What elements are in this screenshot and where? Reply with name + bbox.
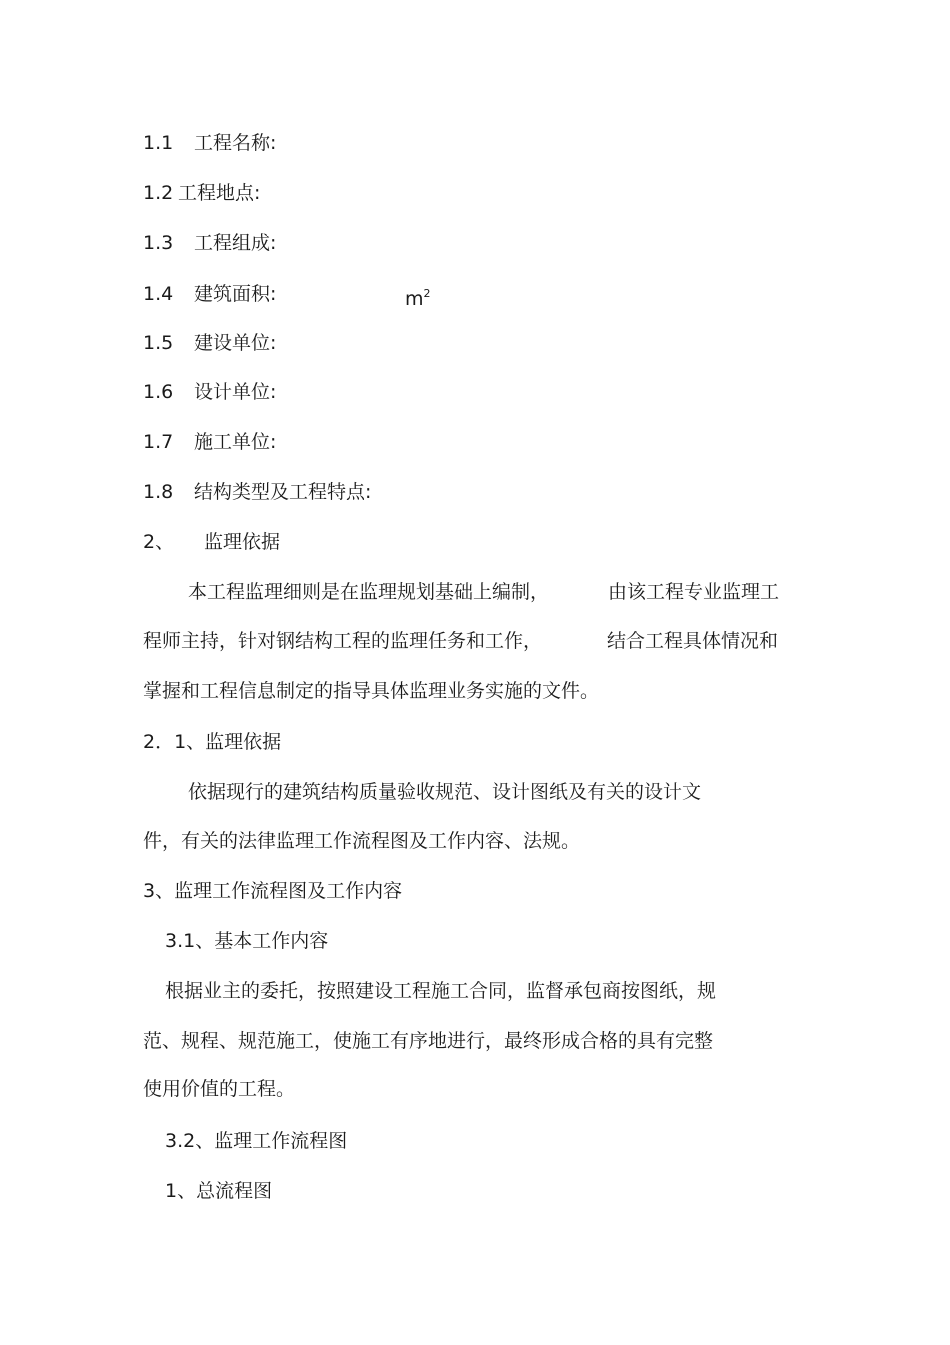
unit-base: m — [405, 288, 424, 310]
section-3-1-para-line-2: 范、规程、规范施工，使施工有序地进行，最终形成合格的具有完整 — [143, 1030, 714, 1052]
section-2-1-para-line-1: 依据现行的建筑结构质量验收规范、设计图纸及有关的设计文 — [188, 781, 702, 803]
section-2-para-line-1a: 本工程监理细则是在监理规划基础上编制， — [188, 581, 550, 603]
item-1-7 — [143, 430, 276, 454]
section-2-para-line-3: 掌握和工程信息制定的指导具体监理业务实施的文件。 — [143, 680, 600, 702]
item-1-2 — [143, 181, 260, 205]
section-2-heading — [143, 530, 280, 554]
item-1-3 — [143, 231, 276, 255]
item-label: 工程组成: — [194, 232, 277, 254]
item-label: 建设单位: — [194, 332, 277, 354]
item-number: 1.1 — [143, 132, 174, 154]
area-unit — [405, 282, 431, 310]
item-1-8 — [143, 480, 371, 504]
item-label: 设计单位: — [194, 381, 277, 403]
section-3-2-heading: 3.2、监理工作流程图 — [165, 1130, 348, 1152]
item-1-4 — [143, 282, 276, 306]
item-number: 1.4 — [143, 283, 174, 305]
item-number: 1.2 — [143, 182, 174, 204]
section-number: 2、 — [143, 531, 175, 553]
item-1-5 — [143, 331, 276, 355]
section-2-para-line-2a: 程师主持，针对钢结构工程的监理任务和工作， — [143, 630, 543, 652]
section-2-para-line-1b: 由该工程专业监理工 — [608, 581, 780, 603]
item-label: 工程名称: — [194, 132, 277, 154]
unit-exponent: 2 — [423, 287, 431, 300]
subsection-1-heading: 1、总流程图 — [165, 1180, 273, 1202]
section-3-heading: 3、监理工作流程图及工作内容 — [143, 880, 403, 902]
item-number: 1.8 — [143, 481, 174, 503]
item-number: 1.6 — [143, 381, 174, 403]
section-2-para-line-2b: 结合工程具体情况和 — [607, 630, 779, 652]
section-title: 监理依据 — [204, 531, 281, 553]
section-2-1-para-line-2: 件，有关的法律监理工作流程图及工作内容、法规。 — [143, 830, 581, 852]
item-number: 1.5 — [143, 332, 174, 354]
item-label: 施工单位: — [194, 431, 277, 453]
section-3-1-para-line-3: 使用价值的工程。 — [143, 1078, 296, 1100]
item-number: 1.7 — [143, 431, 174, 453]
item-label: 建筑面积: — [194, 283, 277, 305]
item-1-1 — [143, 131, 276, 155]
item-label: 工程地点: — [178, 182, 261, 204]
item-1-6 — [143, 380, 276, 404]
section-3-1-para-line-1: 根据业主的委托，按照建设工程施工合同，监督承包商按图纸，规 — [165, 980, 717, 1002]
item-label: 结构类型及工程特点: — [194, 481, 372, 503]
section-3-1-heading: 3.1、基本工作内容 — [165, 930, 329, 952]
section-2-1-heading: 2．1、监理依据 — [143, 731, 282, 753]
item-number: 1.3 — [143, 232, 174, 254]
